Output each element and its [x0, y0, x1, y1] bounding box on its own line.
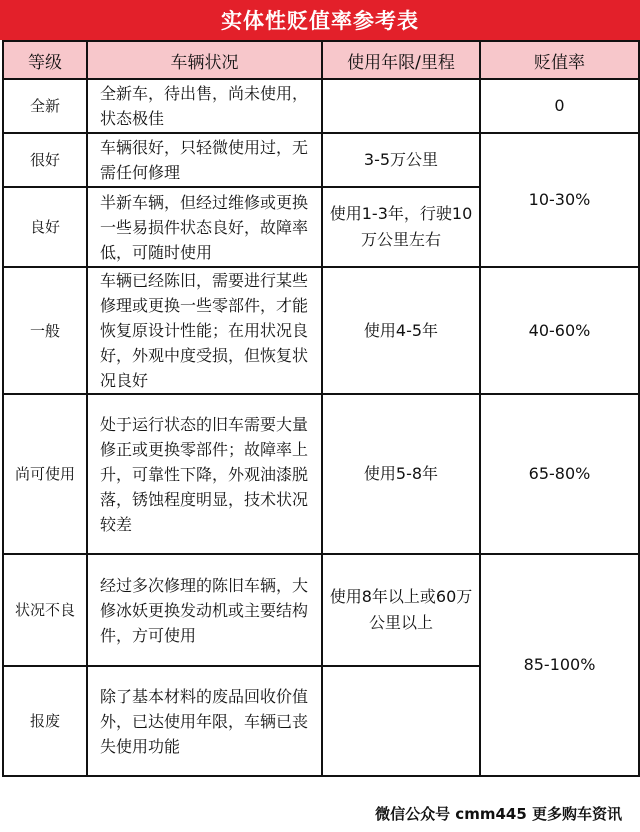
table-row: [3, 133, 639, 187]
header-row: [3, 41, 639, 79]
limit-cell: 使用4-5年: [322, 267, 480, 394]
condition-cell: 全新车，待出售，尚未使用，状态极佳: [87, 79, 322, 133]
rate-cell: 10-30%: [480, 133, 639, 267]
level-cell: 全新: [3, 79, 87, 133]
condition-cell: 除了基本材料的废品回收价值外，已达使用年限，车辆已丧失使用功能: [87, 666, 322, 776]
level-cell: 很好: [3, 133, 87, 187]
rate-cell: 0: [480, 79, 639, 133]
condition-cell: 车辆很好，只轻微使用过，无需任何修理: [87, 133, 322, 187]
footer-note: 微信公众号 cmm445 更多购车资讯: [375, 805, 622, 823]
rate-cell: 85-100%: [480, 554, 639, 776]
condition-cell: 处于运行状态的旧车需要大量修正或更换零部件；故障率上升，可靠性下降，外观油漆脱落，锈蚀程度明显，技术状况较差: [87, 394, 322, 554]
limit-cell: [322, 79, 480, 133]
condition-cell: 半新车辆，但经过维修或更换一些易损件状态良好，故障率低，可随时使用: [87, 187, 322, 267]
level-cell: 报废: [3, 666, 87, 776]
level-cell: 一般: [3, 267, 87, 394]
condition-cell: 经过多次修理的陈旧车辆，大修冰妖更换发动机或主要结构件，方可使用: [87, 554, 322, 666]
header-level: 等级: [3, 41, 87, 79]
limit-cell: 使用8年以上或60万公里以上: [322, 554, 480, 666]
level-cell: 尚可使用: [3, 394, 87, 554]
condition-cell: 车辆已经陈旧，需要进行某些修理或更换一些零部件，才能恢复原设计性能；在用状况良好，外观中度受损，但恢复状况良好: [87, 267, 322, 394]
rate-cell: 65-80%: [480, 394, 639, 554]
level-cell: 良好: [3, 187, 87, 267]
table-title: 实体性贬值率参考表: [0, 0, 640, 40]
header-rate: 贬值率: [480, 41, 639, 79]
limit-cell: 使用5-8年: [322, 394, 480, 554]
rate-cell: 40-60%: [480, 267, 639, 394]
limit-cell: [322, 666, 480, 776]
level-cell: 状况不良: [3, 554, 87, 666]
depreciation-table: [2, 40, 640, 777]
limit-cell: 3-5万公里: [322, 133, 480, 187]
header-condition: 车辆状况: [87, 41, 322, 79]
header-limit: 使用年限/里程: [322, 41, 480, 79]
table-row: [3, 79, 639, 133]
table-row: [3, 267, 639, 394]
table-row: [3, 554, 639, 666]
table-row: [3, 394, 639, 554]
limit-cell: 使用1-3年，行驶10万公里左右: [322, 187, 480, 267]
